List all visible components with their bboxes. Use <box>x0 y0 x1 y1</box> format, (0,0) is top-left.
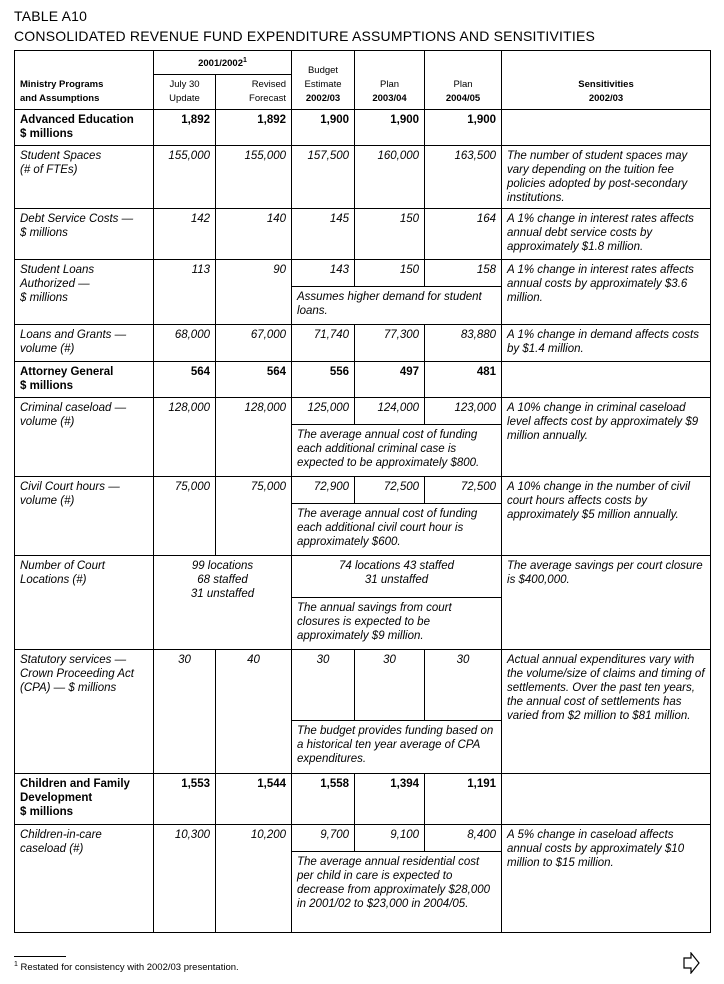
value-cell: 163,500 <box>425 146 502 209</box>
header-plan-label: Plan <box>380 79 400 91</box>
sensitivity-cell: A 5% change in caseload affects annual costs by approximately $10 million to $15 million. <box>502 825 711 933</box>
value-cell: 1,900 <box>425 110 502 146</box>
value-cell: 74 locations 43 staffed 31 unstaffed <box>292 556 502 598</box>
expenditure-table <box>14 50 711 933</box>
value-cell: 77,300 <box>355 325 425 362</box>
sensitivity-cell <box>502 110 711 146</box>
assumption-row <box>15 398 711 425</box>
value-cell: 155,000 <box>216 146 292 209</box>
assumption-note: The annual savings from court closures is expected to be approximately $9 million. <box>292 598 502 650</box>
value-cell: 1,892 <box>154 110 216 146</box>
value-cell: 9,700 <box>292 825 355 852</box>
header-plan-2004 <box>425 51 502 110</box>
header-plan-label: Plan <box>453 79 473 91</box>
value-cell: 160,000 <box>355 146 425 209</box>
assumption-row <box>15 209 711 260</box>
value-cell: 30 <box>154 650 216 774</box>
assumption-label: Children-in-care caseload (#) <box>15 825 154 933</box>
value-cell: 155,000 <box>154 146 216 209</box>
value-cell: 142 <box>154 209 216 260</box>
value-cell: 1,553 <box>154 774 216 825</box>
value-cell: 481 <box>425 362 502 398</box>
value-cell: 113 <box>154 260 216 325</box>
value-cell: 10,200 <box>216 825 292 933</box>
value-cell: 1,892 <box>216 110 292 146</box>
header-budget-year: 2002/03 <box>305 93 341 105</box>
sensitivity-cell <box>502 774 711 825</box>
header-plan-year: 2003/04 <box>372 93 407 105</box>
ministry-row-children-family <box>15 774 711 825</box>
value-cell: 497 <box>355 362 425 398</box>
value-cell: 123,000 <box>425 398 502 425</box>
assumption-row <box>15 650 711 721</box>
footnote-text: Restated for consistency with 2002/03 presentation. <box>20 962 239 974</box>
assumption-note: The average annual residential cost per child in care is expected to decrease from approximately $28,000 in 2001/02 to $23,000 in 2004/05. <box>292 852 502 933</box>
ministry-row-attorney-general <box>15 362 711 398</box>
sensitivity-cell <box>502 362 711 398</box>
value-cell: 1,544 <box>216 774 292 825</box>
sensitivity-cell: A 10% change in criminal caseload level affects cost by approximately $9 million annually. <box>502 398 711 477</box>
table-title: CONSOLIDATED REVENUE FUND EXPENDITURE ASSUMPTIONS AND SENSITIVITIES <box>14 28 596 44</box>
assumption-label: Loans and Grants — volume (#) <box>15 325 154 362</box>
value-cell: 8,400 <box>425 825 502 852</box>
value-cell: 158 <box>425 260 502 287</box>
value-cell: 128,000 <box>216 398 292 477</box>
value-cell: 90 <box>216 260 292 325</box>
value-cell: 72,500 <box>355 477 425 504</box>
sensitivity-cell: The number of student spaces may vary depending on the tuition fee policies adopted by post-secondary institutions. <box>502 146 711 209</box>
assumption-note: The average annual cost of funding each additional civil court hour is approximately $600. <box>292 504 502 556</box>
year-group-label: 2001/2002 <box>198 58 244 70</box>
assumption-row <box>15 146 711 209</box>
value-cell: 10,300 <box>154 825 216 933</box>
sensitivity-cell: Actual annual expenditures vary with the volume/size of claims and timing of settlements. Over the past ten years, the annual cost of settlements has varied from $2 million to $81 million. <box>502 650 711 774</box>
value-cell: 72,900 <box>292 477 355 504</box>
value-cell: 145 <box>292 209 355 260</box>
assumption-row <box>15 325 711 362</box>
value-cell: 150 <box>355 260 425 287</box>
right-arrow-outline-icon <box>682 952 700 974</box>
value-cell: 564 <box>154 362 216 398</box>
value-cell: 68,000 <box>154 325 216 362</box>
value-cell: 140 <box>216 209 292 260</box>
sensitivity-cell: A 1% change in interest rates affects annual costs by approximately $3.6 million. <box>502 260 711 325</box>
footnote-divider <box>14 956 66 957</box>
value-cell: 128,000 <box>154 398 216 477</box>
value-cell: 40 <box>216 650 292 774</box>
ministry-label: Children and Family Development $ millions <box>15 774 154 825</box>
value-cell: 75,000 <box>216 477 292 556</box>
header-july-update: July 30 Update <box>154 75 216 110</box>
assumption-label: Student Loans Authorized — $ millions <box>15 260 154 325</box>
value-cell: 71,740 <box>292 325 355 362</box>
value-cell: 30 <box>425 650 502 721</box>
header-budget-label: Budget Estimate <box>304 65 342 91</box>
assumption-row <box>15 260 711 287</box>
value-cell: 1,558 <box>292 774 355 825</box>
assumption-note: The budget provides funding based on a historical ten year average of CPA expenditures. <box>292 721 502 774</box>
value-cell: 150 <box>355 209 425 260</box>
assumption-row <box>15 477 711 504</box>
value-cell: 83,880 <box>425 325 502 362</box>
header-sensitivities: Sensitivities 2002/03 <box>502 51 711 110</box>
value-cell: 556 <box>292 362 355 398</box>
header-plan-2003 <box>355 51 425 110</box>
header-budget <box>292 51 355 110</box>
value-cell: 67,000 <box>216 325 292 362</box>
footnote-mark: 1 <box>14 961 18 968</box>
value-cell: 75,000 <box>154 477 216 556</box>
value-cell: 125,000 <box>292 398 355 425</box>
ministry-label: Attorney General $ millions <box>15 362 154 398</box>
header-revised-forecast: Revised Forecast <box>216 75 292 110</box>
value-cell: 30 <box>355 650 425 721</box>
value-cell: 124,000 <box>355 398 425 425</box>
assumption-label: Debt Service Costs — $ millions <box>15 209 154 260</box>
header-row-1 <box>15 51 711 75</box>
value-cell: 99 locations 68 staffed 31 unstaffed <box>154 556 292 650</box>
header-plan-year: 2004/05 <box>445 93 481 105</box>
assumption-label: Statutory services — Crown Proceeding Act (CPA) — $ millions <box>15 650 154 774</box>
sensitivity-cell: A 10% change in the number of civil court hours affects costs by approximately $5 million annually. <box>502 477 711 556</box>
assumption-label: Number of Court Locations (#) <box>15 556 154 650</box>
header-year-group <box>154 51 292 75</box>
value-cell: 30 <box>292 650 355 721</box>
value-cell: 1,900 <box>355 110 425 146</box>
footnote <box>14 961 239 973</box>
footnote-ref: 1 <box>243 57 247 64</box>
assumption-row <box>15 825 711 852</box>
value-cell: 157,500 <box>292 146 355 209</box>
table-number: TABLE A10 <box>14 8 88 24</box>
value-cell: 1,900 <box>292 110 355 146</box>
value-cell: 9,100 <box>355 825 425 852</box>
sensitivity-cell: A 1% change in demand affects costs by $1.4 million. <box>502 325 711 362</box>
value-cell: 72,500 <box>425 477 502 504</box>
assumption-note: The average annual cost of funding each additional criminal case is expected to be approximately $800. <box>292 425 502 477</box>
value-cell: 1,394 <box>355 774 425 825</box>
ministry-row-advanced-education <box>15 110 711 146</box>
assumption-row <box>15 556 711 598</box>
header-ministry: Ministry Programs and Assumptions <box>15 51 154 110</box>
value-cell: 1,191 <box>425 774 502 825</box>
value-cell: 564 <box>216 362 292 398</box>
assumption-note: Assumes higher demand for student loans. <box>292 287 502 325</box>
assumption-label: Student Spaces (# of FTEs) <box>15 146 154 209</box>
sensitivity-cell: The average savings per court closure is $400,000. <box>502 556 711 650</box>
sensitivity-cell: A 1% change in interest rates affects annual debt service costs by approximately $1.8 million. <box>502 209 711 260</box>
value-cell: 164 <box>425 209 502 260</box>
ministry-label: Advanced Education $ millions <box>15 110 154 146</box>
assumption-label: Civil Court hours — volume (#) <box>15 477 154 556</box>
assumption-label: Criminal caseload — volume (#) <box>15 398 154 477</box>
value-cell: 143 <box>292 260 355 287</box>
